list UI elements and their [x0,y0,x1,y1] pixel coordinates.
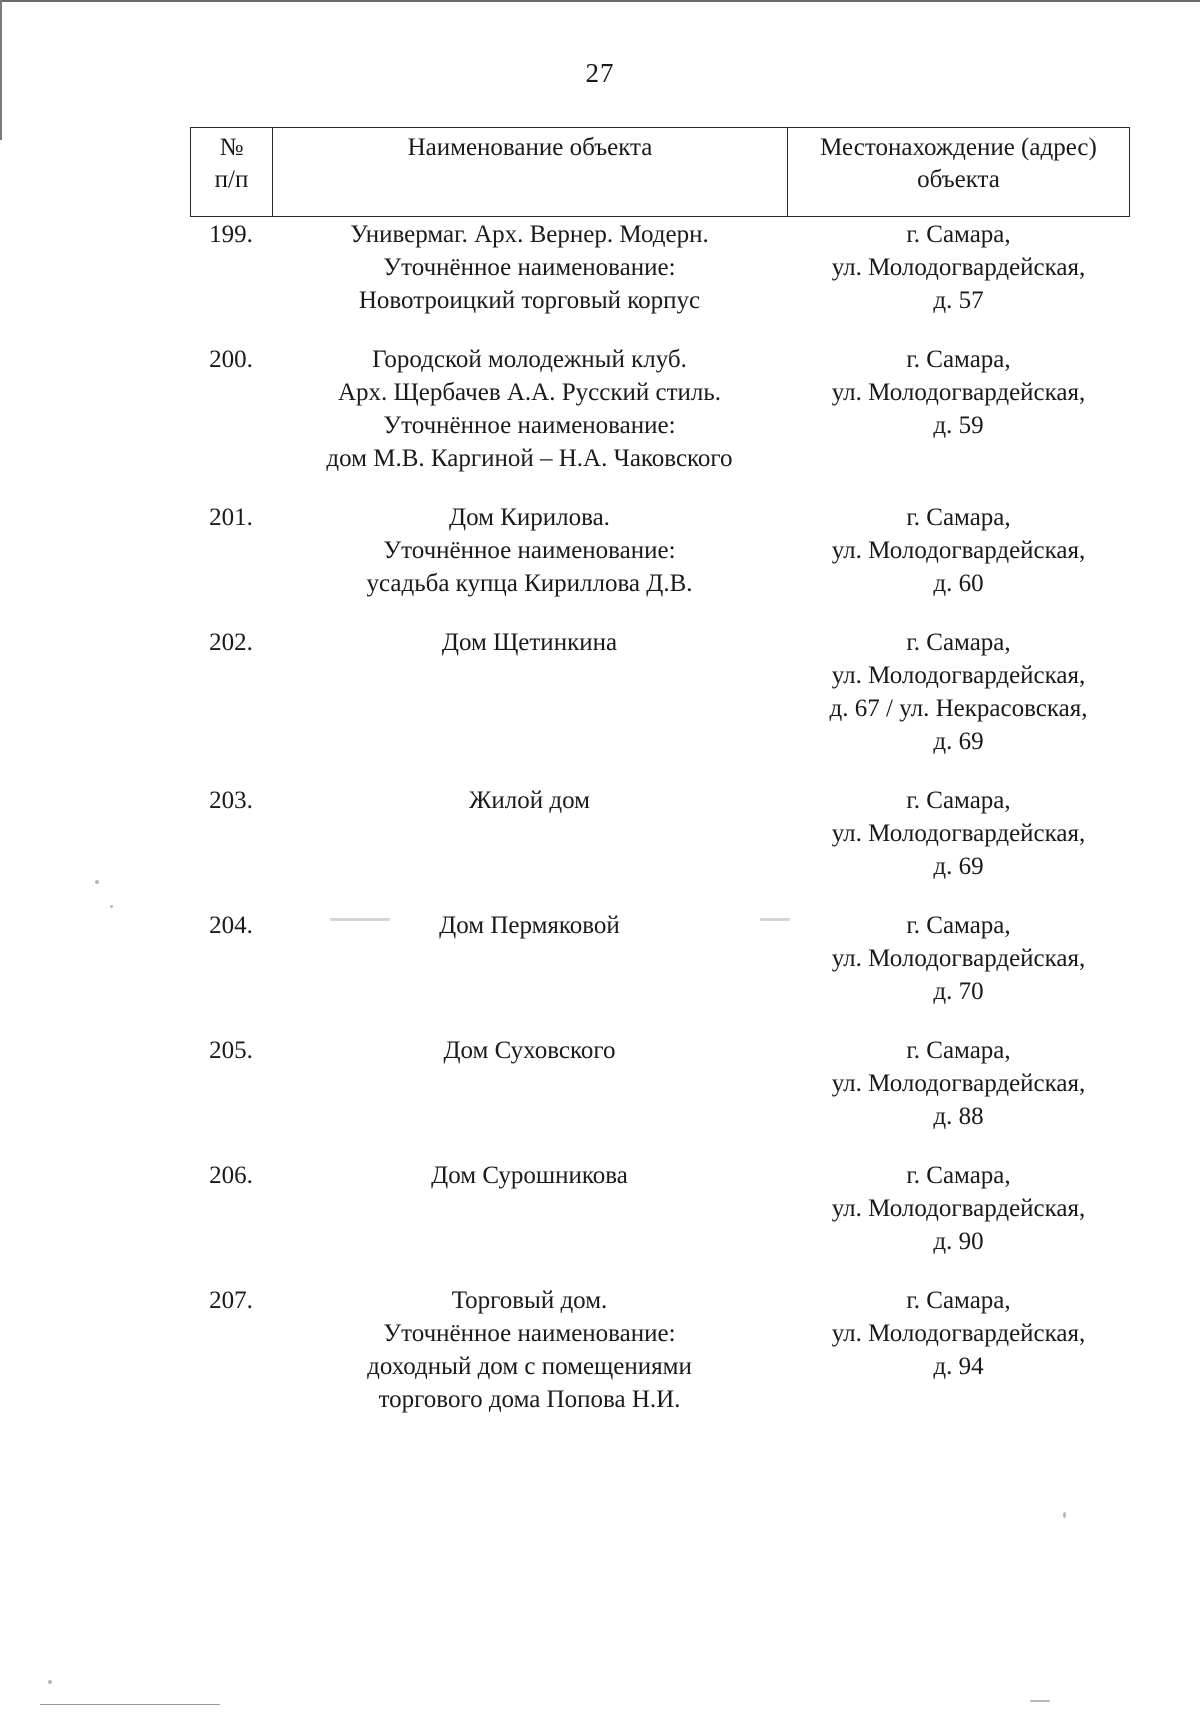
row-object-name [272,501,787,600]
object-name-line: Дом Щетинкина [441,629,618,656]
table-header [190,127,1130,217]
scan-speck [1030,1700,1050,1702]
object-name-line: Жилой дом [469,787,590,814]
row-object-name [272,1159,787,1258]
row-object-name [272,1034,787,1133]
row-object-name [272,626,787,758]
object-name-line: Дом Пермяковой [439,912,620,939]
object-address-line: д. 69 [933,728,984,755]
header-name-column [273,128,788,216]
object-address-line: д. 59 [933,412,984,439]
object-address-line: д. 70 [933,978,984,1005]
row-number: 206. [209,1162,253,1189]
header-name-line: Наименование объекта [407,134,653,161]
scan-speck [330,918,390,921]
table-row [190,501,1130,600]
row-object-name [272,218,787,317]
row-object-address [787,784,1130,883]
object-name-line: усадьба купца Кириллова Д.В. [366,570,693,597]
header-number-line: п/п [214,166,249,193]
object-address-line: ул. Молодогвардейская, [831,820,1086,847]
object-name-line: Уточнённое наименование: [383,412,676,439]
row-number: 205. [209,1037,253,1064]
object-name-line: дом М.В. Каргиной – Н.А. Чаковского [326,445,733,472]
scan-speck [95,880,99,884]
row-object-address [787,501,1130,600]
object-name-line: доходный дом с помещениями [367,1353,692,1380]
scan-edge-left [0,0,2,140]
header-number-line: № [219,134,244,161]
header-address-line: объекта [917,166,1000,193]
row-number: 202. [209,629,253,656]
object-name-line: Дом Суховского [443,1037,616,1064]
object-address-line: г. Самара, [906,1287,1011,1314]
object-address-line: ул. Молодогвардейская, [831,379,1086,406]
table-row [190,909,1130,1008]
object-address-line: г. Самара, [906,346,1011,373]
row-number: 199. [209,221,253,248]
object-name-line: Дом Сурошникова [431,1162,628,1189]
table-row [190,1284,1130,1416]
object-address-line: г. Самара, [906,1162,1011,1189]
object-address-line: ул. Молодогвардейская, [831,1070,1086,1097]
row-object-address [787,1284,1130,1416]
object-address-line: ул. Молодогвардейская, [831,662,1086,689]
header-address-line: Местонахождение (адрес) [820,134,1097,161]
object-address-line: ул. Молодогвардейская, [831,1195,1086,1222]
object-address-line: д. 90 [933,1228,984,1255]
table-row [190,784,1130,883]
object-name-line: Торговый дом. [451,1287,608,1314]
object-name-line: Уточнённое наименование: [383,254,676,281]
table-row [190,343,1130,475]
object-address-line: г. Самара, [906,912,1011,939]
object-name-line: Дом Кирилова. [449,504,610,531]
object-name-line: Новотроицкий торговый корпус [358,287,701,314]
table-body [190,218,1130,1416]
header-address-column [788,128,1129,216]
object-address-line: д. 60 [933,570,984,597]
row-number: 203. [209,787,253,814]
table-row [190,218,1130,317]
object-address-line: ул. Молодогвардейская, [831,537,1086,564]
object-name-line: Городской молодежный клуб. [372,346,687,373]
object-address-line: г. Самара, [906,1037,1011,1064]
object-address-line: г. Самара, [906,221,1011,248]
object-address-line: д. 94 [933,1353,984,1380]
row-object-name [272,784,787,883]
object-name-line: Уточнённое наименование: [383,537,676,564]
object-address-line: д. 69 [933,853,984,880]
row-number: 207. [209,1287,253,1314]
row-object-name [272,343,787,475]
row-number: 201. [209,504,253,531]
row-object-address [787,1159,1130,1258]
object-address-line: ул. Молодогвардейская, [831,254,1086,281]
row-object-address [787,343,1130,475]
object-address-line: д. 57 [933,287,984,314]
scan-speck [1063,1512,1066,1518]
table-row [190,626,1130,758]
object-address-line: д. 67 / ул. Некрасовская, [829,695,1088,722]
row-object-name [272,1284,787,1416]
row-object-address [787,218,1130,317]
object-name-line: торгового дома Попова Н.И. [378,1386,681,1413]
header-number-column [191,128,273,216]
object-address-line: г. Самара, [906,787,1011,814]
object-address-line: г. Самара, [906,629,1011,656]
row-object-address [787,1034,1130,1133]
object-address-line: ул. Молодогвардейская, [831,1320,1086,1347]
object-name-line: Арх. Щербачев А.А. Русский стиль. [337,379,722,406]
scan-speck [48,1680,52,1684]
scan-edge-bottom [40,1704,220,1705]
object-name-line: Уточнённое наименование: [383,1320,676,1347]
object-name-line: Универмаг. Арх. Вернер. Модерн. [350,221,709,248]
table-row [190,1159,1130,1258]
object-address-line: г. Самара, [906,504,1011,531]
scan-edge-top [0,0,1200,2]
scan-speck [760,918,790,921]
row-object-name [272,909,787,1008]
object-address-line: ул. Молодогвардейская, [831,945,1086,972]
table-row [190,1034,1130,1133]
row-number: 204. [209,912,253,939]
object-address-line: д. 88 [933,1103,984,1130]
page-number: 27 [585,58,615,88]
row-object-address [787,909,1130,1008]
row-object-address [787,626,1130,758]
row-number: 200. [209,346,253,373]
scan-speck [110,905,113,908]
